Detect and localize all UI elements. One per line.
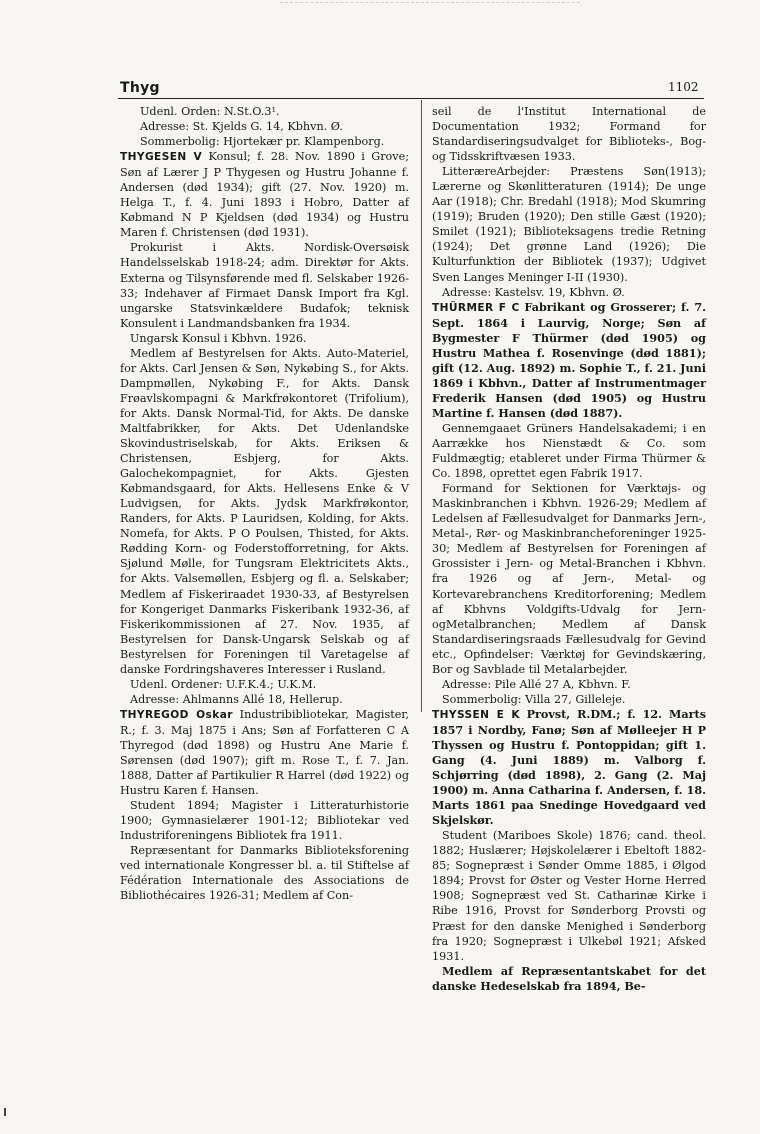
paragraph: [120, 677, 409, 692]
paragraph: [120, 798, 409, 843]
entry-name: THYREGOD Oskar: [120, 708, 233, 721]
scan-artifact: [280, 2, 580, 3]
paragraph: [432, 828, 706, 963]
running-head: Thyg: [120, 80, 160, 96]
paragraph: [120, 134, 409, 149]
paragraph: [432, 692, 706, 707]
paragraph-text: Udenl. Ordener: U.F.K.4.; U.K.M.: [130, 677, 317, 691]
paragraph: [432, 285, 706, 300]
paragraph: [432, 421, 706, 481]
left-column: [120, 104, 409, 903]
paragraph: [432, 677, 706, 692]
paragraph-text: Adresse: Pile Allé 27 A, Kbhvn. F.: [442, 677, 631, 691]
paragraph-text: Student (Mariboes Skole) 1876; cand. theol. 1882; Huslærer; Højskolelærer i Ebeltoft 1882-85; Sognepræst i Sønder Omme 1885, i Ølgod 1894; Provst for Øster og Vester Horne Herred 1908; Sognepræst ved St. Catharinæ Kirke i Ribe 1916, Provst for Sønderborg Provsti og Præst for den danske Menighed i Sønderborg fra 1920; Sognepræst i Ulkebøl 1921; Afsked 1931.: [432, 829, 706, 963]
entry-text: Industribibliotekar, Magister, R.; f. 3. Maj 1875 i Ans; Søn af Forfatteren C A Thyregod (død 1898) og Hustru Ane Marie f. Sørensen (død 1907); gift m. Rose T., f. 7. Jan. 1888, Datter af Partikulier R Harrel (død 1922) og Hustru Karen f. Hansen.: [120, 707, 410, 798]
paragraph: [120, 346, 409, 677]
paragraph: [432, 481, 706, 677]
header-rule: [118, 98, 704, 99]
right-column: [432, 104, 706, 994]
paragraph-text: Student 1894; Magister i Litteraturhistorie 1900; Gymnasielærer 1901-12; Bibliotekar ved Industriforeningens Bibliotek fra 1911.: [120, 799, 409, 843]
paragraph-text: Ungarsk Konsul i Kbhvn. 1926.: [130, 331, 307, 345]
paragraph: [432, 164, 706, 284]
entry-text: Fabrikant og Grosserer; f. 7. Sept. 1864 i Laurvig, Norge; Søn af Bygmester F Thürmer (død 1905) og Hustru Mathea f. Rosenvinge (død 1881); gift (12. Aug. 1892) m. Sophie T., f. 21. Juni 1869 i Kbhvn., Datter af Instrumentmager Frederik Hansen (død 1905) og Hustru Martine f. Hansen (død 1887).: [432, 299, 706, 420]
paragraph-text: Adresse: Kastelsv. 19, Kbhvn. Ø.: [442, 285, 625, 299]
paragraph: [120, 692, 409, 707]
paragraph-text: Sommerbolig: Hjortekær pr. Klampenborg.: [140, 135, 385, 149]
paragraph-text: Sommerbolig: Villa 27, Gilleleje.: [442, 692, 626, 706]
column-divider: [421, 100, 422, 712]
paragraph: [120, 240, 409, 330]
entry-paragraph: [432, 707, 706, 828]
paragraph: [432, 104, 706, 164]
paragraph-text: Adresse: Ahlmanns Allé 18, Hellerup.: [130, 692, 343, 706]
entry-text: Konsul; f. 28. Nov. 1890 i Grove; Søn af Lærer J P Thygesen og Hustru Johanne f. Andersen (død 1934); gift (27. Nov. 1920) m. Helga T., f. 4. Juni 1893 i Hobro, Datter af Købmand N P Kjeldsen (død 1934) og Hustru Maren f. Christensen (død 1931).: [120, 150, 409, 240]
entry-name: THÜRMER F C: [432, 301, 520, 314]
page-number: 1102: [668, 80, 699, 94]
scan-artifact: [4, 1108, 6, 1116]
paragraph-text: LitteræreArbejder: Præstens Søn(1913); Lærerne og Skønlitteraturen (1914); De unge Aar (1918); Chr. Bredahl (1918); Mod Skumring (1919); Bruden (1920); Den stille Gæst (1920); Smilet (1921); Biblioteksagens tredie Retning (1924); Det grønne Land (1926); Die Kulturfunktion der Bibliotek (1937); Udgivet Sven Langes Meninger I-II (1930).: [432, 165, 706, 284]
entry-paragraph: [120, 707, 409, 798]
paragraph: [120, 843, 409, 903]
paragraph-text: Udenl. Orden: N.St.O.3¹.: [140, 105, 280, 118]
entry-paragraph: [120, 149, 409, 240]
entry-name: THYSSEN E K: [432, 708, 520, 721]
paragraph: [120, 331, 409, 346]
paragraph: [120, 104, 409, 119]
paragraph-text: Adresse: St. Kjelds G. 14, Kbhvn. Ø.: [140, 120, 343, 134]
paragraph-text: Repræsentant for Danmarks Biblioteksforening ved internationale Kongresser bl. a. til Stiftelse af Fédération Internationale des Associations de Bibliothécaires 1926-31; Medlem af Con-: [120, 844, 409, 903]
entry-name: THYGESEN V: [120, 151, 203, 164]
paragraph: [120, 119, 409, 134]
paragraph-text: Medlem af Bestyrelsen for Akts. Auto-Materiel, for Akts. Carl Jensen & Søn, Nykøbing S., for Akts. Dampmøllen, Nykøbing F., for Akts. Dansk Frøavlskompagni & Markfrøkontoret (Trifolium), for Akts. Dansk Normal-Tid, for Akts. De danske Maltfabrikker, for Akts. Det Udenlandske Skovindustriselskab, for Akts. Eriksen & Christensen, Esbjerg, for Akts. Galochekompagniet, for Akts. Gjesten Købmandsgaard, for Akts. Hellesens Enke & V Ludvigsen, for Akts. Jydsk Markfrøkontor, Randers, for Akts. P Lauridsen, Kolding, for Akts. Nomefa, for Akts. P O Poulsen, Thisted, for Akts. Rødding Korn- og Foderstofforretning, for Akts. Sjølund Mølle, for Tungsram Elektricitets Akts., for Akts. Valsemøllen, Esbjerg og fl. a. Selskaber; Medlem af Fiskeriraadet 1930-33, af Bestyrelsen for Kongeriget Danmarks Fiskeribank 1932-36, af Fiskerikommissionen af 27. Nov. 1935, af Bestyrelsen for Dansk-Ungarsk Selskab og af Bestyrelsen for Foreningen til Varetagelse af danske Fordringshaveres Interesser i Rusland.: [120, 346, 409, 676]
entry-text: Provst, R.DM.; f. 12. Marts 1857 i Nordby, Fanø; Søn af Mølleejer H P Thyssen og Hustru f. Pontoppidan; gift 1. Gang (4. Juni 1889) m. Valborg f. Schjørring (død 1898), 2. Gang (2. Maj 1900) m. Anna Catharina f. Andersen, f. 18. Marts 1861 paa Snedinge Hovedgaard ved Skjelskør.: [432, 706, 706, 828]
paragraph-text: Gennemgaaet Grüners Handelsakademi; i en Aarrække hos Nienstædt & Co. som Fuldmægtig; etableret under Firma Thürmer & Co. 1898, oprettet egen Fabrik 1917.: [432, 421, 706, 481]
paragraph-text: Prokurist i Akts. Nordisk-Oversøisk Handelsselskab 1918-24; adm. Direktør for Akts. Externa og Tilsynsførende med fl. Selskaber 1926-33; Indehaver af Firmaet Dansk Import fra Kgl. ungarske Statsvinkældere Budafok; teknisk Konsulent i Landmandsbanken fra 1934.: [120, 241, 409, 330]
paragraph-text: Formand for Sektionen for Værktøjs- og Maskinbranchen i Kbhvn. 1926-29; Medlem af Ledelsen af Fællesudvalget for Danmarks Jern-, Metal-, Rør- og Maskinbrancheforeninger 1925-30; Medlem af Bestyrelsen for Foreningen af Grossister i Jern- og Metal-Branchen i Kbhvn. fra 1926 og af Jern-, Metal- og Kortevarebranchens Kreditorforening; Medlem af Kbhvns Voldgifts-Udvalg for Jern-ogMetalbranchen; Medlem af Dansk Standardiseringsraads Fællesudvalg for Gevind etc., Opfindelser: Værktøj for Gevindskæring, Bor og Savblade til Metalarbejder.: [432, 482, 706, 676]
paragraph: [432, 964, 706, 994]
paragraph-text: seil de l'Institut International de Documentation 1932; Formand for Standardiseringsudvalget for Biblioteks-, Bog- og Tidsskriftvæsen 1933.: [432, 105, 706, 164]
paragraph-text: Medlem af Repræsentantskabet for det danske Hedeselskab fra 1894, Be-: [432, 963, 706, 993]
entry-paragraph: [432, 300, 706, 421]
